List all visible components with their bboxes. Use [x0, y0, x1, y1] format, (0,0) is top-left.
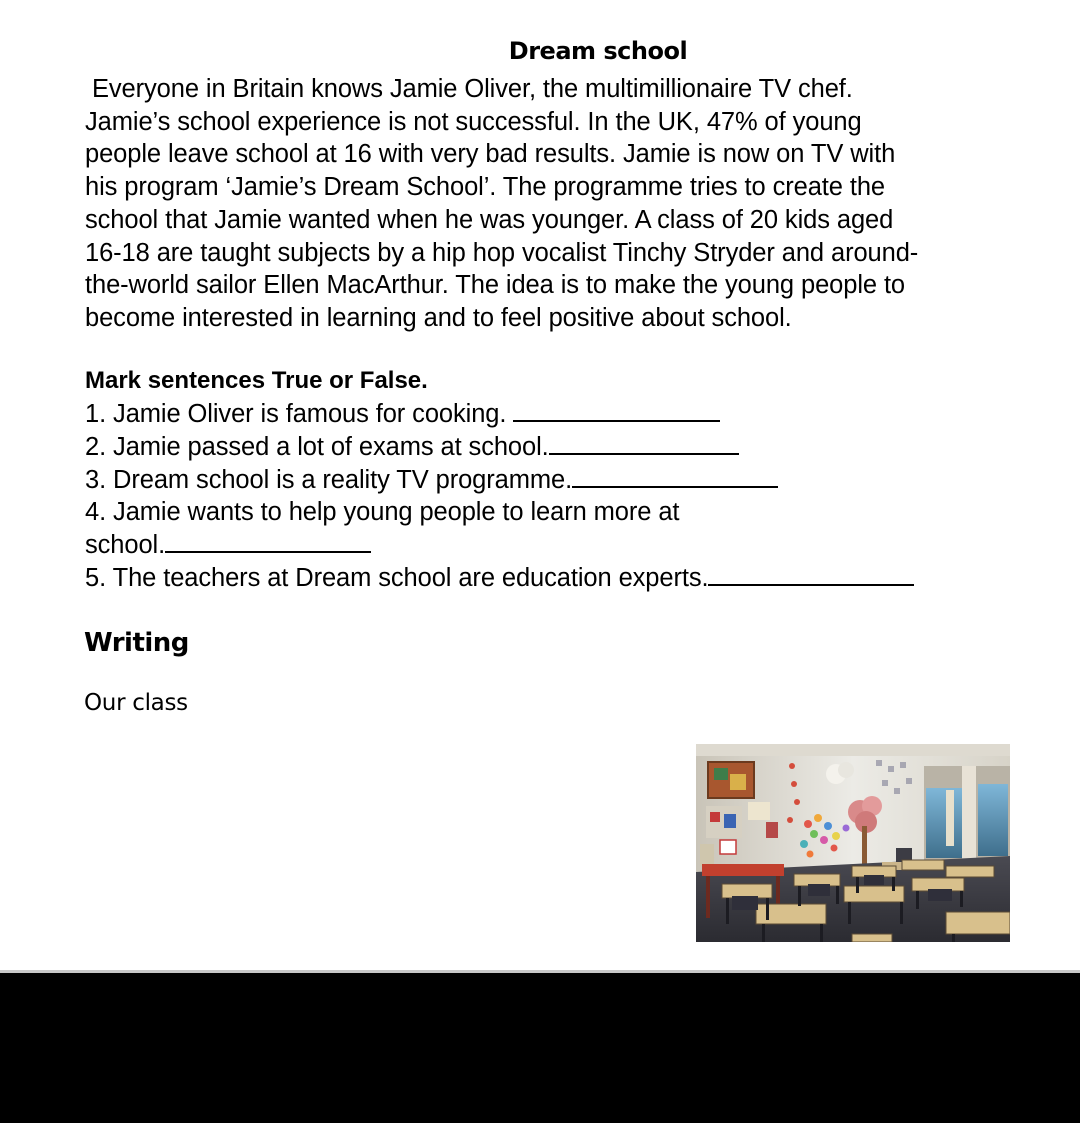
answer-blank[interactable]: [708, 564, 914, 586]
question-text: 1. Jamie Oliver is famous for cooking.: [85, 400, 514, 428]
reading-passage: [85, 73, 918, 335]
question-text: school.: [85, 531, 166, 560]
passage-line: Jamie’s school experience is not successful. In the UK, 47% of young: [85, 107, 862, 136]
classroom-photo: [696, 744, 1010, 942]
question-item: [85, 431, 914, 464]
passage-line: school that Jamie wanted when he was younger. A class of 20 kids aged: [85, 205, 894, 234]
passage-line: people leave school at 16 with very bad results. Jamie is now on TV with: [85, 140, 896, 169]
passage-line: become interested in learning and to feel positive about school.: [85, 303, 792, 332]
answer-blank[interactable]: [572, 466, 778, 488]
page-bottom-edge: [0, 970, 1080, 973]
question-item: [85, 496, 914, 529]
passage-line: his program ‘Jamie’s Dream School’. The programme tries to create the: [85, 173, 885, 202]
true-false-questions: [85, 398, 914, 595]
question-item: [85, 398, 914, 431]
question-text: 5. The teachers at Dream school are education experts.: [85, 563, 709, 592]
question-text: 2. Jamie passed a lot of exams at school.: [85, 432, 549, 461]
answer-blank[interactable]: [513, 400, 720, 422]
passage-line: 16-18 are taught subjects by a hip hop vocalist Tinchy Stryder and around-: [85, 238, 919, 267]
writing-heading: Writing: [84, 628, 189, 658]
question-item: [85, 562, 914, 595]
question-item: [85, 464, 914, 497]
answer-blank[interactable]: [165, 531, 371, 553]
passage-line: Everyone in Britain knows Jamie Oliver, the multimillionaire TV chef.: [92, 75, 853, 103]
document-title: Dream school: [508, 37, 688, 65]
question-text: 4. Jamie wants to help young people to learn more at: [85, 498, 680, 527]
passage-line: the-world sailor Ellen MacArthur. The idea is to make the young people to: [85, 271, 906, 300]
task-heading: Mark sentences True or False.: [85, 367, 428, 394]
question-item: [85, 529, 914, 562]
question-text: 3. Dream school is a reality TV programme.: [85, 465, 573, 494]
writing-prompt: Our class: [84, 690, 188, 716]
answer-blank[interactable]: [549, 433, 739, 455]
